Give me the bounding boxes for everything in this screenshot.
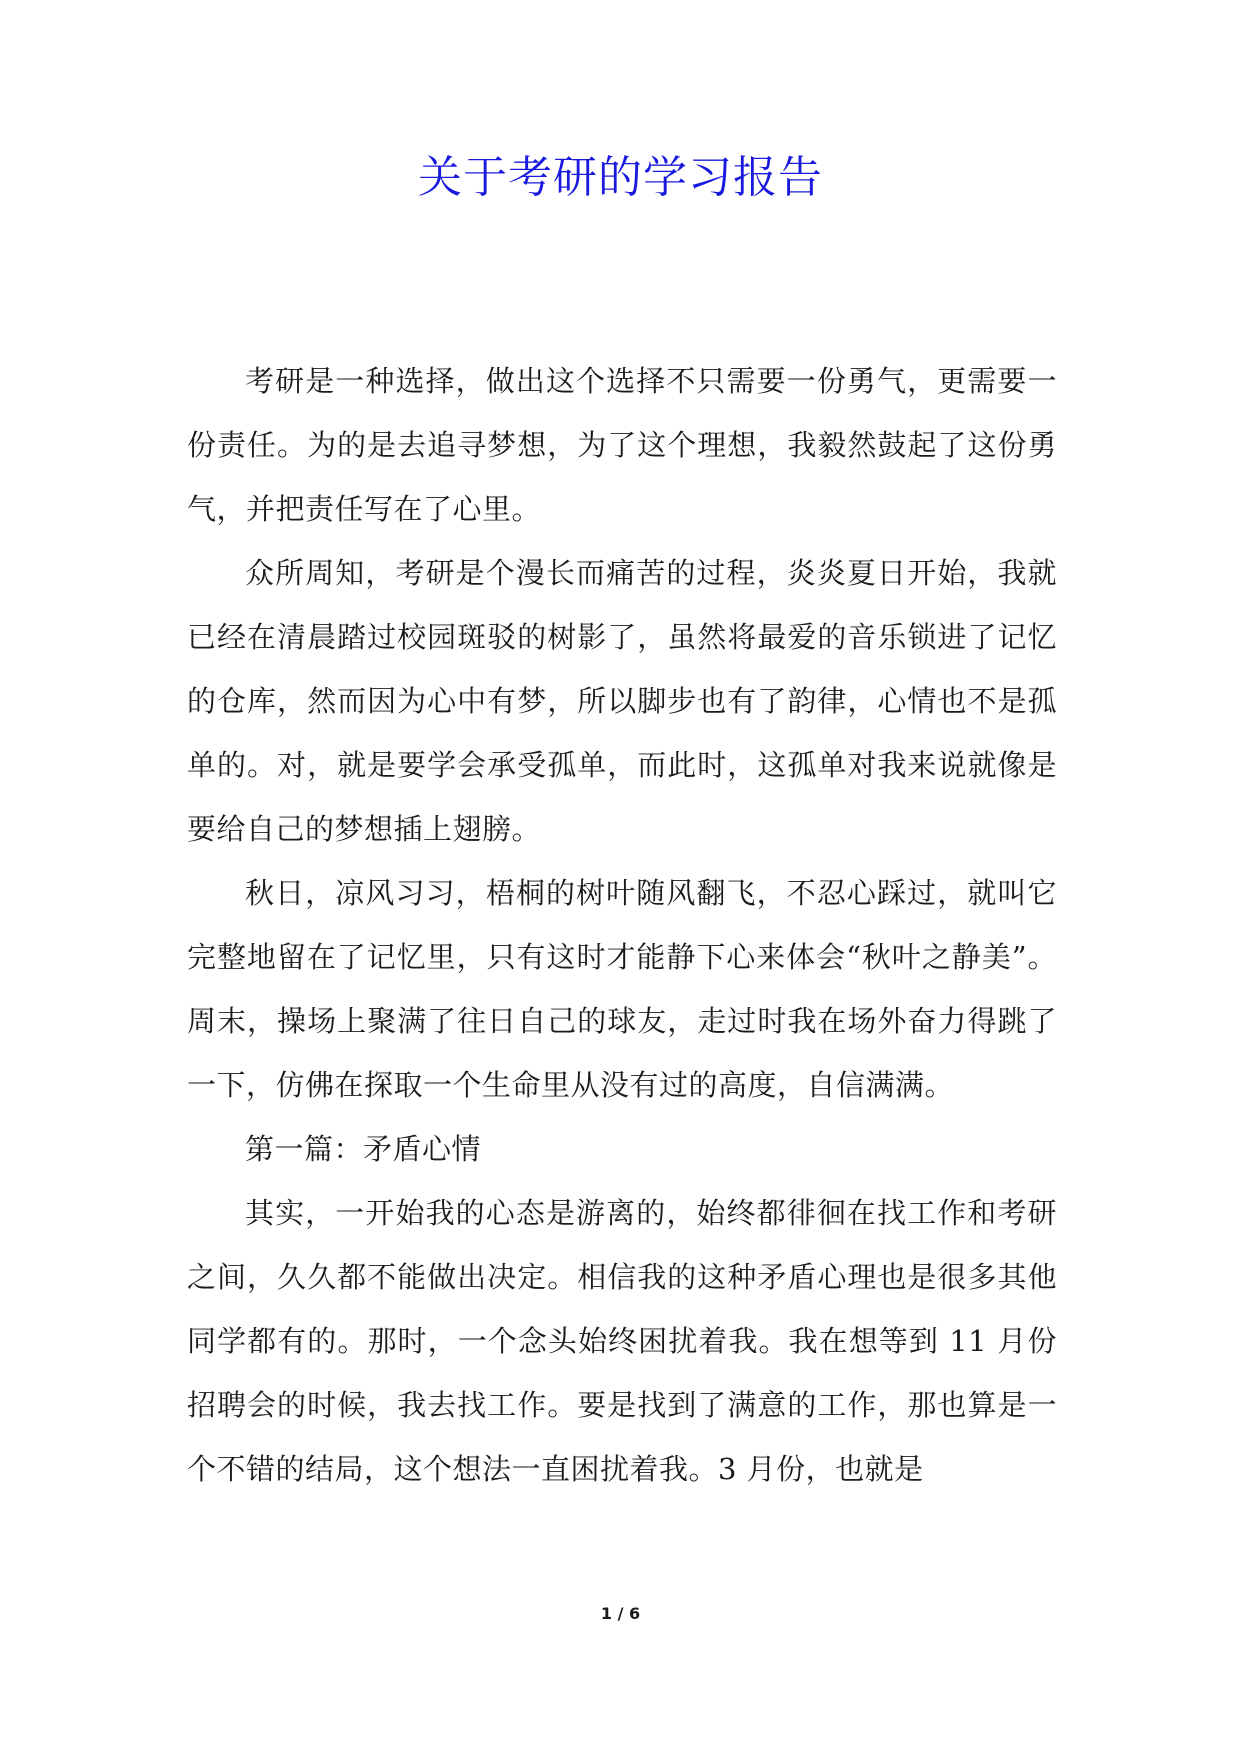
section-heading: 第一篇：矛盾心情 xyxy=(245,1132,482,1166)
document-title: 关于考研的学习报告 xyxy=(418,152,823,203)
document-body xyxy=(187,349,1057,1501)
paragraph-3: 秋日，凉风习习，梧桐的树叶随风翻飞，不忍心踩过，就叫它完整地留在了记忆里，只有这时才能静下心来体会“秋叶之静美”。周末，操场上聚满了往日自己的球友，走过时我在场外奋力得跳了一下，仿佛在探取一个生命里从没有过的高度，自信满满。 xyxy=(187,876,1057,1102)
paragraph-4: 其实，一开始我的心态是游离的，始终都徘徊在找工作和考研之间，久久都不能做出决定。相信我的这种矛盾心理也是很多其他同学都有的。那时，一个念头始终困扰着我。我在想等到 11 月份招聘会的时候，我去找工作。要是找到了满意的工作，那也算是一个不错的结局，这个想法一直困扰着我。3 月份，也就是 xyxy=(187,1196,1057,1486)
page-number: 1 / 6 xyxy=(600,1604,641,1623)
paragraph-1: 考研是一种选择，做出这个选择不只需要一份勇气，更需要一份责任。为的是去追寻梦想，为了这个理想，我毅然鼓起了这份勇气，并把责任写在了心里。 xyxy=(187,364,1057,526)
paragraph-2: 众所周知，考研是个漫长而痛苦的过程，炎炎夏日开始，我就已经在清晨踏过校园斑驳的树影了，虽然将最爱的音乐锁进了记忆的仓库，然而因为心中有梦，所以脚步也有了韵律，心情也不是孤单的。对，就是要学会承受孤单，而此时，这孤单对我来说就像是要给自己的梦想插上翅膀。 xyxy=(187,556,1057,846)
